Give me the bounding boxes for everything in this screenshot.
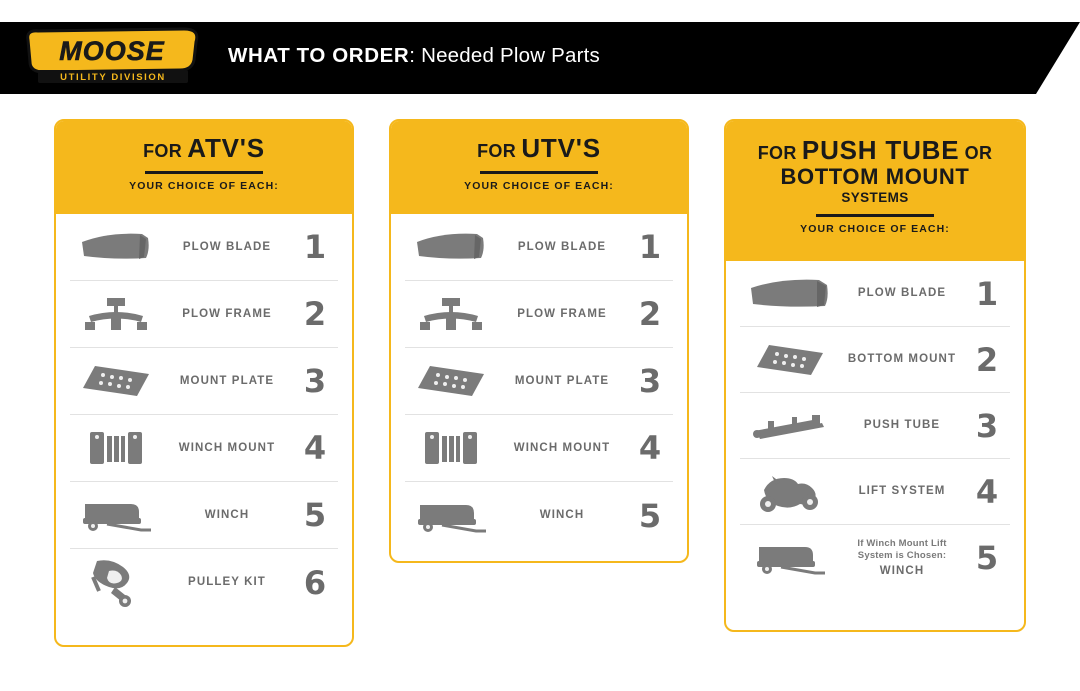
card-subhead-push: YOUR CHOICE OF EACH: [800, 223, 950, 236]
pulley-kit-icon [70, 557, 162, 609]
mount-plate-icon [740, 341, 840, 379]
list-item-number: 5 [975, 539, 999, 577]
card-title-atv [56, 135, 352, 162]
card-for-push-tube-or-bottom-mount [724, 119, 1026, 632]
part-list-utv [391, 214, 687, 549]
list-item-label: PLOW BLADE [517, 240, 607, 253]
divider [816, 214, 934, 217]
list-item-label: WINCH MOUNT [178, 441, 276, 454]
list-item-label: PLOW FRAME [517, 307, 607, 320]
list-item[interactable] [740, 525, 1010, 591]
list-item[interactable] [405, 415, 673, 482]
card-title-line3: SYSTEMS [841, 190, 909, 206]
list-item-number: 1 [975, 274, 999, 313]
card-title-suffix: OR [959, 143, 993, 163]
list-item-number: 1 [303, 228, 327, 266]
list-item[interactable] [70, 281, 338, 348]
card-subhead-atv: YOUR CHOICE OF EACH: [129, 180, 279, 193]
list-item-number: 1 [638, 228, 662, 266]
list-item[interactable] [70, 549, 338, 616]
list-item-number: 4 [638, 429, 662, 467]
list-item[interactable] [70, 348, 338, 415]
card-subhead-utv: YOUR CHOICE OF EACH: [464, 180, 614, 193]
list-item-label: PLOW BLADE [857, 287, 947, 300]
mount-plate-icon [70, 362, 162, 400]
list-item-note: If Winch Mount Lift System is Chosen: [857, 537, 947, 561]
winch-icon [740, 539, 840, 577]
plow-frame-icon [70, 294, 162, 334]
list-item[interactable] [405, 348, 673, 415]
list-item[interactable] [70, 415, 338, 482]
list-item[interactable] [70, 214, 338, 281]
divider [480, 171, 598, 174]
push-tube-icon [740, 409, 840, 443]
plow-blade-icon [740, 276, 840, 312]
winch-icon [70, 496, 162, 534]
winch-mount-icon [70, 426, 162, 470]
winch-icon [405, 497, 497, 535]
list-item[interactable] [405, 214, 673, 281]
list-item-label: WINCH MOUNT [513, 441, 611, 454]
list-item-label: BOTTOM MOUNT [847, 353, 957, 366]
list-item-number: 3 [638, 362, 662, 400]
winch-mount-icon [405, 426, 497, 470]
list-item-label: LIFT SYSTEM [858, 485, 946, 498]
list-item[interactable] [405, 482, 673, 549]
list-item-number: 2 [303, 295, 327, 333]
plow-blade-icon [405, 230, 497, 264]
card-title-main: PUSH TUBE [801, 135, 960, 165]
list-item-label: PUSH TUBE [863, 419, 941, 432]
list-item-label: PLOW FRAME [182, 307, 272, 320]
card-title-line2: BOTTOM MOUNT [780, 164, 970, 190]
list-item-number: 6 [303, 563, 327, 602]
card-header-atv [56, 121, 352, 214]
card-title-utv [391, 135, 687, 162]
card-for-utvs [389, 119, 689, 563]
list-item-label [840, 538, 964, 578]
list-item[interactable] [740, 393, 1010, 459]
card-title-prefix: FOR [477, 141, 522, 161]
card-title-main: ATV'S [187, 133, 265, 163]
page-header [0, 0, 1080, 96]
card-title-main: UTV'S [521, 133, 601, 163]
list-item-number: 4 [303, 429, 327, 467]
list-item-number: 4 [975, 472, 999, 511]
list-item-label: PULLEY KIT [188, 576, 266, 589]
page-title-strong: WHAT TO ORDER [228, 44, 410, 67]
list-item-number: 2 [638, 295, 662, 333]
list-item-label: WINCH [204, 508, 250, 521]
card-header-push [726, 121, 1024, 261]
page-title-rest: : Needed Plow Parts [409, 44, 600, 67]
list-item[interactable] [405, 281, 673, 348]
list-item-label: PLOW BLADE [182, 240, 272, 253]
part-list-push [726, 261, 1024, 591]
card-title-prefix: FOR [143, 141, 188, 161]
page-title [228, 44, 600, 68]
divider [145, 171, 263, 174]
list-item-number: 5 [638, 496, 662, 535]
plow-frame-icon [405, 294, 497, 334]
card-for-atvs [54, 119, 354, 647]
list-item[interactable] [70, 482, 338, 549]
list-item-label: MOUNT PLATE [179, 374, 275, 387]
list-item-label-text: WINCH [879, 564, 925, 577]
atv-icon [740, 470, 840, 514]
svg-text:UTILITY DIVISION: UTILITY DIVISION [60, 72, 166, 83]
list-item-label: WINCH [539, 509, 585, 522]
list-item-number: 3 [975, 406, 999, 445]
list-item[interactable] [740, 327, 1010, 393]
svg-text:MOOSE: MOOSE [59, 36, 165, 66]
moose-utility-division-logo [24, 26, 202, 86]
card-title-prefix: FOR [757, 143, 802, 163]
list-item-number: 3 [303, 362, 327, 400]
list-item[interactable] [740, 459, 1010, 525]
list-item[interactable] [740, 261, 1010, 327]
list-item-number: 5 [303, 496, 327, 534]
part-list-atv [56, 214, 352, 616]
card-title-push [726, 137, 1024, 164]
card-header-utv [391, 121, 687, 214]
plow-blade-icon [70, 230, 162, 264]
mount-plate-icon [405, 362, 497, 400]
list-item-number: 2 [975, 340, 999, 379]
list-item-label: MOUNT PLATE [514, 374, 610, 387]
